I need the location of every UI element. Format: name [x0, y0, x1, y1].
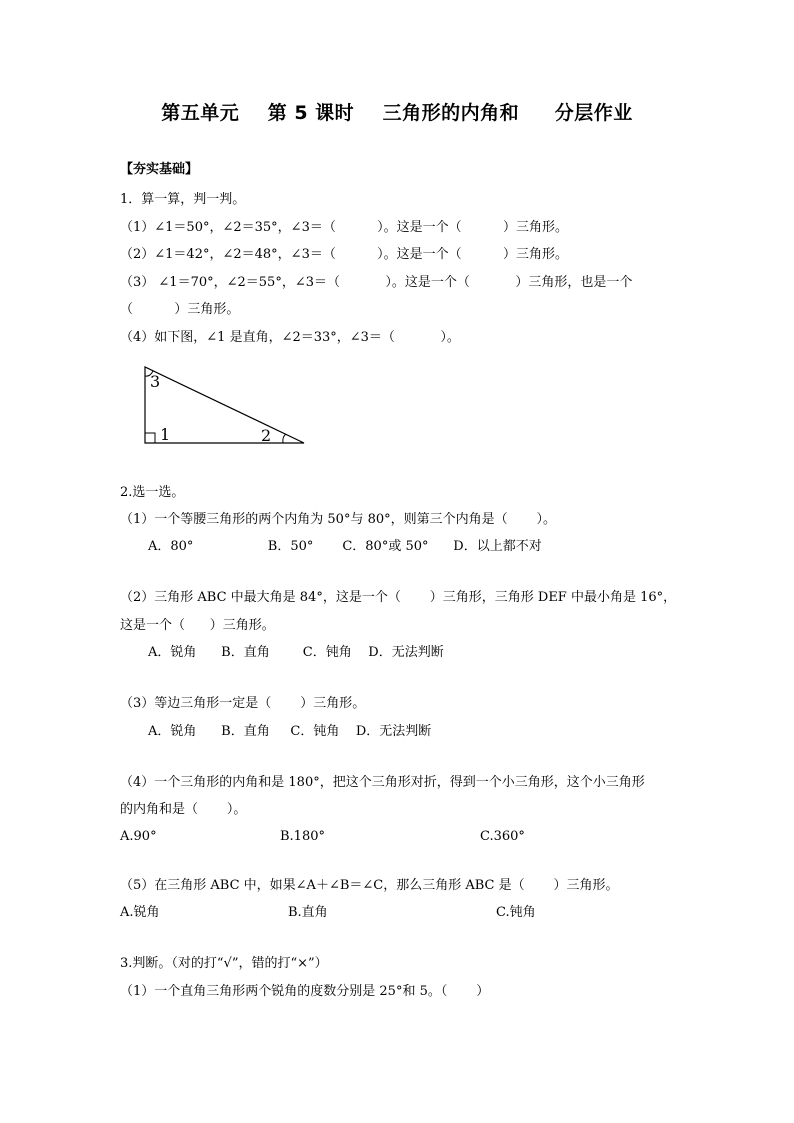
question-2-part-4-option-c: C.360°: [480, 829, 525, 844]
question-2-part-5-option-a: A.锐角: [120, 905, 160, 920]
angle-1-label: 1: [160, 425, 171, 444]
question-1-item-2: （2）∠1＝42°，∠2＝48°，∠3＝（ ）。这是一个（ ）三角形。: [120, 247, 568, 262]
question-1-item-4: （4）如下图，∠1 是直角，∠2＝33°，∠3＝（ ）。: [120, 330, 460, 345]
question-2-part-1-options: A．80° B．50° C．80°或 50° D．以上都不对: [148, 539, 542, 554]
section-heading: 【夯实基础】: [120, 162, 199, 177]
question-2-part-2-line-1: （2）三角形 ABC 中最大角是 84°，这是一个（ ）三角形，三角形 DEF 中最小角是 16°，: [120, 590, 677, 605]
question-2-part-3-options: A．锐角 B．直角 C．钝角 D．无法判断: [148, 724, 432, 739]
question-2-part-4-line-1: （4）一个三角形的内角和是 180°，把这个三角形对折，得到一个小三角形，这个小三角形: [120, 775, 645, 790]
question-1-item-3-continued: （ ）三角形。: [120, 302, 240, 317]
question-2-part-5-option-b: B.直角: [288, 905, 328, 920]
right-angle-mark: [145, 433, 155, 443]
question-3-part-1: （1）一个直角三角形两个锐角的度数分别是 25°和 5。（ ）: [120, 984, 490, 999]
question-2-part-4-option-b: B.180°: [280, 829, 325, 844]
question-2-part-3: （3）等边三角形一定是（ ）三角形。: [120, 696, 366, 711]
question-2-part-5: （5）在三角形 ABC 中，如果∠A＋∠B＝∠C，那么三角形 ABC 是（ ）三角形。: [120, 878, 619, 893]
question-2-part-4-line-2: 的内角和是（ ）。: [120, 802, 247, 817]
page-title: 第五单元 第 5 课时 三角形的内角和 分层作业: [161, 102, 633, 124]
question-2-part-2-line-2: 这是一个（ ）三角形。: [120, 618, 275, 633]
question-2-part-4-option-a: A.90°: [120, 829, 157, 844]
angle-3-label: 3: [150, 372, 161, 391]
question-2-part-1: （1）一个等腰三角形的两个内角为 50°与 80°，则第三个内角是（ ）。: [120, 512, 557, 527]
question-3-heading: 3.判断。（对的打“√”，错的打“×”）: [120, 956, 328, 971]
question-2-part-5-option-c: C.钝角: [496, 905, 536, 920]
question-1-heading: 1．算一算，判一判。: [120, 192, 246, 207]
question-1-item-3: （3） ∠1＝70°，∠2＝55°，∠3＝（ ）。这是一个（ ）三角形，也是一个: [120, 275, 633, 290]
question-2-part-2-options: A．锐角 B．直角 C．钝角 D．无法判断: [148, 645, 444, 660]
question-2-heading: 2.选一选。: [120, 485, 185, 500]
question-1-item-1: （1）∠1＝50°，∠2＝35°，∠3＝（ ）。这是一个（ ）三角形。: [120, 220, 568, 235]
triangle-figure: [140, 362, 320, 452]
angle-2-arc: [283, 434, 286, 443]
angle-2-label: 2: [261, 426, 272, 445]
